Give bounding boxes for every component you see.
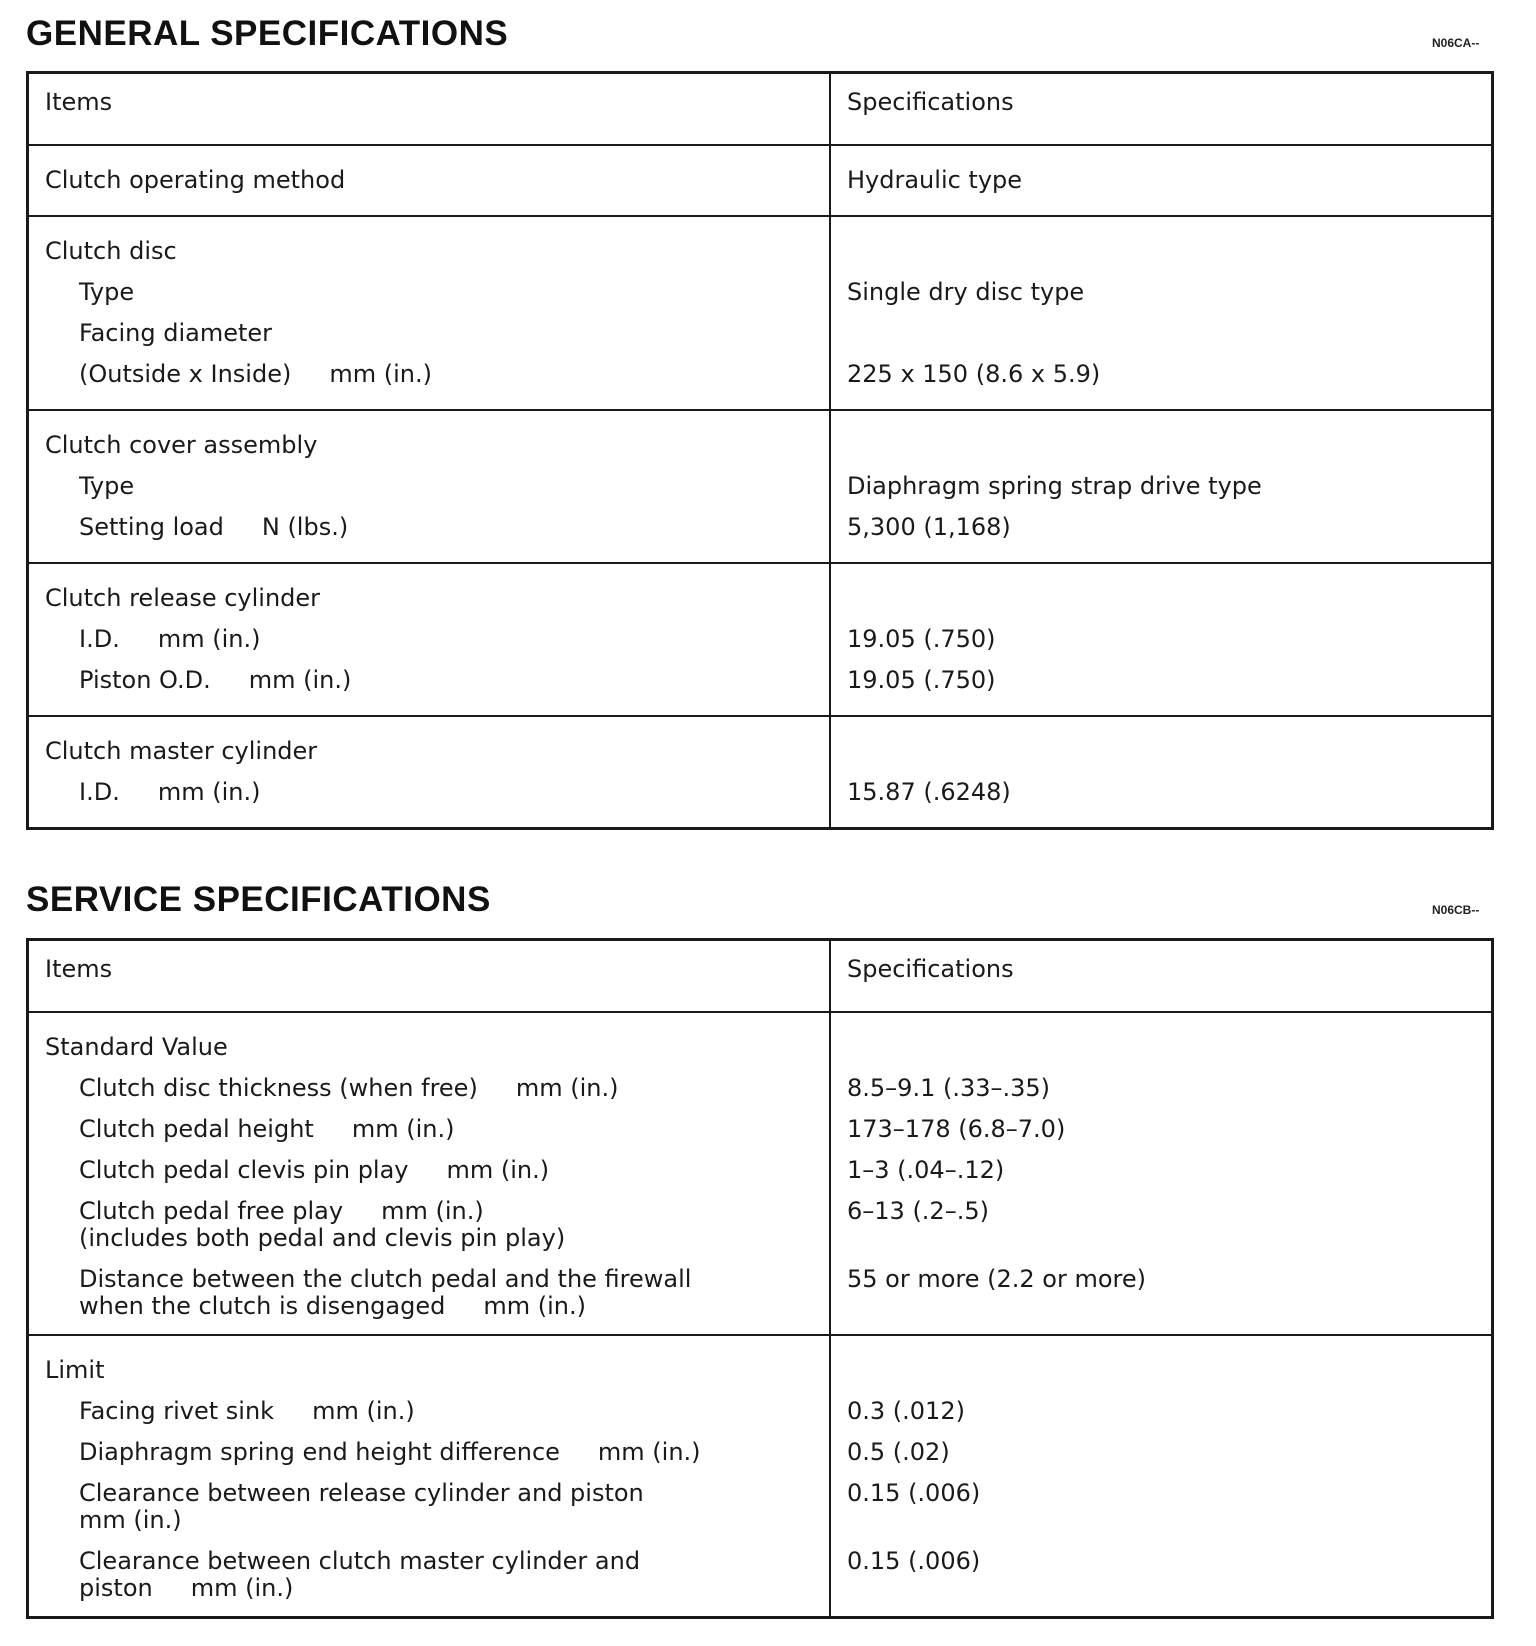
row-unit: N (lbs.) [261,513,349,541]
row-unit: mm (in.) [157,778,261,806]
row-heading: Clutch release cylinder [45,584,321,612]
row-label [45,619,813,660]
general-specifications-table [26,71,1494,830]
row-heading: Standard Value [45,1033,228,1061]
row-value: 0.3 (.012) [847,1397,965,1425]
row-label [45,1109,813,1150]
row-value: 15.87 (.6248) [847,778,1011,806]
row-unit: mm (in.) [483,1292,586,1320]
row-label [45,1150,813,1191]
header-items [28,940,831,1013]
row-label [45,1391,813,1432]
row-unit: mm (in.) [381,1197,484,1225]
table-header-row [28,940,1493,1013]
row-value: 5,300 (1,168) [847,513,1011,541]
row-label [45,1198,813,1225]
row-unit: mm (in.) [312,1397,415,1425]
header-items [28,73,831,146]
service-specifications-title: SERVICE SPECIFICATIONS [26,880,491,919]
row-unit: mm (in.) [190,1574,294,1602]
row-label [45,772,813,813]
header-specifications-label: Specifications [847,88,1014,116]
row-unit: mm (in.) [515,1074,619,1102]
row-label [45,1432,813,1473]
row-value: 55 or more (2.2 or more) [847,1265,1147,1293]
row-label: Facing diameter [79,319,273,347]
general-section-code: N06CA-- [1432,36,1480,50]
row-value: 173–178 (6.8–7.0) [847,1115,1066,1143]
row-label: Type [79,278,135,306]
row-unit: mm (in.) [446,1156,550,1184]
row-label-text: I.D. [79,625,120,653]
row-sublabel: (Outside x Inside) [79,360,292,388]
row-value: 0.5 (.02) [847,1438,950,1466]
table-row [28,1012,1493,1335]
table-row [28,216,1493,410]
row-unit: mm (in.) [597,1438,701,1466]
row-value: 1–3 (.04–.12) [847,1156,1005,1184]
table-row [28,716,1493,829]
row-value: 0.15 (.006) [847,1479,981,1507]
table-row [28,1335,1493,1618]
table-row [28,145,1493,216]
row-heading: Limit [45,1356,105,1384]
row-unit: mm (in.) [351,1115,455,1143]
row-label: Distance between the clutch pedal and the firewall [79,1265,692,1293]
row-label-text: Diaphragm spring end height difference [79,1438,560,1466]
row-sublabel [45,1575,813,1602]
row-heading: Clutch disc [45,237,177,265]
header-specifications [830,940,1493,1013]
row-value: Diaphragm spring strap drive type [847,472,1262,500]
table-row [28,563,1493,716]
row-label: Type [79,472,135,500]
row-label: Clearance between release cylinder and piston [79,1479,644,1507]
row-label-text: Piston O.D. [79,666,211,694]
row-value: 19.05 (.750) [847,625,996,653]
row-sublabel: (includes both pedal and clevis pin play) [79,1224,566,1252]
row-value: 6–13 (.2–.5) [847,1197,989,1225]
table-row [28,410,1493,563]
row-label-text: I.D. [79,778,120,806]
row-label [45,1068,813,1109]
header-specifications [830,73,1493,146]
row-label-text: Clutch pedal clevis pin play [79,1156,409,1184]
row-label-text: Clutch pedal height [79,1115,314,1143]
row-sublabel [45,1293,813,1320]
table-header-row [28,73,1493,146]
row-label [45,660,813,701]
row-label [45,507,813,548]
header-specifications-label: Specifications [847,955,1014,983]
row-heading: Clutch master cylinder [45,737,318,765]
row-sublabel: mm (in.) [79,1506,182,1534]
row-value: 19.05 (.750) [847,666,996,694]
service-section-code: N06CB-- [1432,903,1480,917]
row-label-text: Clutch disc thickness (when free) [79,1074,478,1102]
row-value: 8.5–9.1 (.33–.35) [847,1074,1051,1102]
row-sublabel-text: when the clutch is disengaged [79,1292,446,1320]
row-label-text: Clutch pedal free play [79,1197,344,1225]
row-value: Single dry disc type [847,278,1085,306]
row-label-text: Setting load [79,513,224,541]
header-items-label: Items [45,955,113,983]
general-specifications-title: GENERAL SPECIFICATIONS [26,14,509,53]
row-sublabel-text: piston [79,1574,153,1602]
row-label: Clearance between clutch master cylinder and [79,1547,641,1575]
row-label-text: Facing rivet sink [79,1397,275,1425]
row-unit: mm (in.) [329,360,432,388]
row-unit: mm (in.) [157,625,261,653]
row-unit: mm (in.) [248,666,352,694]
service-specifications-table [26,938,1494,1619]
row-heading: Clutch cover assembly [45,431,318,459]
row-heading: Clutch operating method [45,166,346,194]
row-value: 0.15 (.006) [847,1547,981,1575]
row-value: Hydraulic type [847,166,1023,194]
header-items-label: Items [45,88,113,116]
row-value: 225 x 150 (8.6 x 5.9) [847,360,1101,388]
row-label [45,354,813,395]
